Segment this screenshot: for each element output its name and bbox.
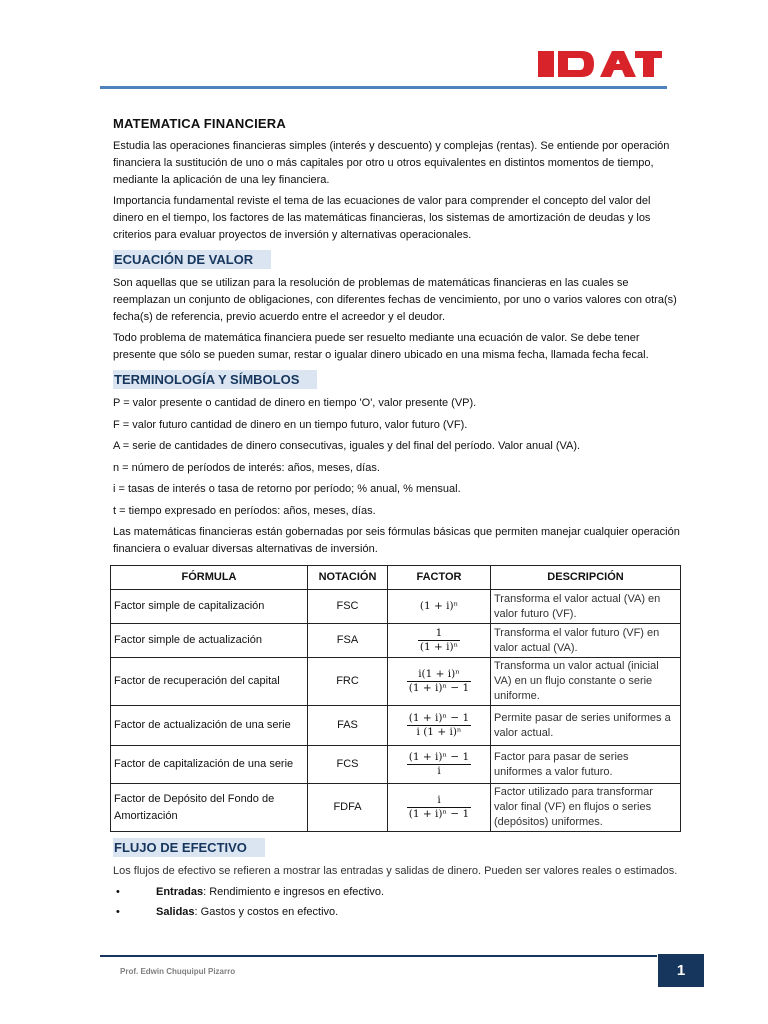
- notation-cell: FRC: [308, 658, 388, 706]
- column-header: FACTOR: [388, 566, 491, 590]
- table-row: [111, 706, 681, 746]
- footer-author: Prof. Edwin Chuquipul Pizarro: [120, 967, 236, 976]
- ecuacion-paragraph: Todo problema de matemática financiera puede ser resuelto mediante una ecuación de valor. Se debe tener presente que sólo se pueden sumar, restar o igualar dinero ubicado en una misma fecha, llamada fecha fecal.: [113, 332, 649, 361]
- factor-cell: [388, 590, 491, 624]
- factor-fraction: [407, 668, 471, 695]
- formula-cell: Factor simple de actualización: [111, 624, 308, 658]
- factor-numerator: 1: [435, 627, 443, 639]
- factor-cell: [388, 624, 491, 658]
- description-cell: Permite pasar de series uniformes a valor actual.: [491, 706, 681, 746]
- header-rule: [100, 86, 667, 89]
- term-item: F = valor futuro cantidad de dinero en un tiempo futuro, valor futuro (VF).: [113, 418, 468, 431]
- notation-cell: FSC: [308, 590, 388, 624]
- description-cell: Transforma el valor actual (VA) en valor futuro (VF).: [491, 590, 681, 624]
- factor-fraction: [418, 627, 460, 654]
- factor-fraction: [407, 751, 471, 778]
- factor-cell: [388, 706, 491, 746]
- bullet-dot: •: [116, 886, 120, 898]
- notation-cell: FDFA: [308, 784, 388, 832]
- factor-numerator: (1 + i)ⁿ − 1: [408, 712, 470, 724]
- factor-expression: (1 + i)ⁿ: [419, 600, 459, 612]
- term-item: n = número de períodos de interés: años, meses, días.: [113, 461, 380, 474]
- table-row: [111, 746, 681, 784]
- term-closing: Las matemáticas financieras están gobernadas por seis fórmulas básicas que permiten manejar cualquier operación financiera o evaluar diversas alternativas de inversión.: [113, 526, 680, 555]
- ecuacion-paragraph: Son aquellas que se utilizan para la resolución de problemas de matemáticas financieras en las cuales se reemplazan un conjunto de obligaciones, con diferentes fechas de vencimiento, por uno o varios valores con otra(s) fecha(s) de referencia, previo acuerdo entre el acreedor y el deudor.: [113, 277, 677, 323]
- table-row: [111, 590, 681, 624]
- factor-numerator: (1 + i)ⁿ − 1: [408, 751, 470, 763]
- notation-cell: FSA: [308, 624, 388, 658]
- term-item: i = tasas de interés o tasa de retorno por período; % anual, % mensual.: [113, 483, 461, 495]
- factor-denominator: (1 + i)ⁿ − 1: [408, 808, 470, 820]
- formulas-table: [110, 565, 681, 832]
- factor-numerator: i: [437, 794, 441, 806]
- term-item: A = serie de cantidades de dinero consecutivas, iguales y del final del período. Valor anual (VA).: [113, 440, 581, 452]
- factor-denominator: i: [407, 764, 471, 778]
- factor-numerator: i(1 + i)ⁿ: [418, 668, 460, 680]
- term-item: P = valor presente o cantidad de dinero en tiempo 'O', valor presente (VP).: [113, 397, 477, 409]
- table-row: [111, 658, 681, 706]
- formula-cell: Factor de actualización de una serie: [111, 706, 308, 746]
- column-header: DESCRIPCIÓN: [491, 566, 681, 590]
- footer-rule: [100, 955, 657, 957]
- bullet-label: Salidas: [156, 906, 195, 918]
- document-body: [113, 115, 681, 924]
- terminology-list: [113, 395, 681, 558]
- formula-cell: Factor de capitalización de una serie: [111, 746, 308, 784]
- flujo-paragraph: Los flujos de efectivo se refieren a mostrar las entradas y salidas de dinero. Pueden ser valores reales o estimados.: [113, 865, 678, 877]
- table-row: [111, 784, 681, 832]
- notation-cell: FCS: [308, 746, 388, 784]
- factor-denominator: (1 + i)ⁿ − 1: [408, 682, 470, 694]
- factor-fraction: [407, 794, 471, 821]
- formula-cell: Factor de recuperación del capital: [111, 658, 308, 706]
- formula-cell: Factor de Depósito del Fondo de Amortización: [111, 784, 308, 832]
- bullet-label: Entradas: [156, 886, 204, 898]
- factor-denominator: i (1 + i)ⁿ: [407, 725, 471, 739]
- flujo-bullets: [113, 884, 681, 921]
- list-item: [113, 904, 681, 921]
- factor-denominator: (1 + i)ⁿ: [419, 641, 459, 653]
- description-cell: Transforma el valor futuro (VF) en valor actual (VA).: [491, 624, 681, 658]
- page-title: MATEMATICA FINANCIERA: [113, 116, 286, 131]
- bullet-text: : Rendimiento e ingresos en efectivo.: [203, 886, 385, 898]
- section-heading-flujo: FLUJO DE EFECTIVO: [113, 838, 265, 857]
- table-header-row: [111, 566, 681, 590]
- section-heading-ecuacion: ECUACIÓN DE VALOR: [113, 250, 271, 269]
- factor-fraction: [407, 712, 471, 739]
- table-row: [111, 624, 681, 658]
- idat-logo: [538, 50, 662, 78]
- factor-cell: [388, 746, 491, 784]
- notation-cell: FAS: [308, 706, 388, 746]
- factor-cell: [388, 658, 491, 706]
- section-heading-terminologia: TERMINOLOGÍA Y SÍMBOLOS: [113, 370, 317, 389]
- list-item: [113, 884, 681, 901]
- description-cell: Factor utilizado para transformar valor final (VF) en flujos o series (depósitos) uniformes.: [491, 784, 681, 832]
- intro-paragraph: Estudia las operaciones financieras simples (interés y descuento) y complejas (rentas). Se entiende por operación financiera la sustitución de uno o más capitales por otro u otros equivalentes en distintos momentos de tiempo, mediante la aplicación de una ley financiera.: [113, 140, 670, 186]
- bullet-text: : Gastos y costos en efectivo.: [194, 906, 339, 918]
- description-cell: Factor para pasar de series uniformes a valor futuro.: [491, 746, 681, 784]
- factor-cell: [388, 784, 491, 832]
- description-cell: Transforma un valor actual (inicial VA) en un flujo constante o serie uniforme.: [491, 658, 681, 706]
- intro-paragraph: Importancia fundamental reviste el tema de las ecuaciones de valor para comprender el concepto del valor del dinero en el tiempo, los factores de las matemáticas financieras, los sistemas de amortización de deudas y los criterios para evaluar proyectos de inversión y alternativas operacionales.: [113, 195, 651, 241]
- term-item: t = tiempo expresado en períodos: años, meses, días.: [113, 504, 376, 517]
- formula-cell: Factor simple de capitalización: [111, 590, 308, 624]
- column-header: FÓRMULA: [111, 566, 308, 590]
- bullet-dot: •: [116, 906, 120, 918]
- page-number: 1: [658, 954, 704, 987]
- column-header: NOTACIÓN: [308, 566, 388, 590]
